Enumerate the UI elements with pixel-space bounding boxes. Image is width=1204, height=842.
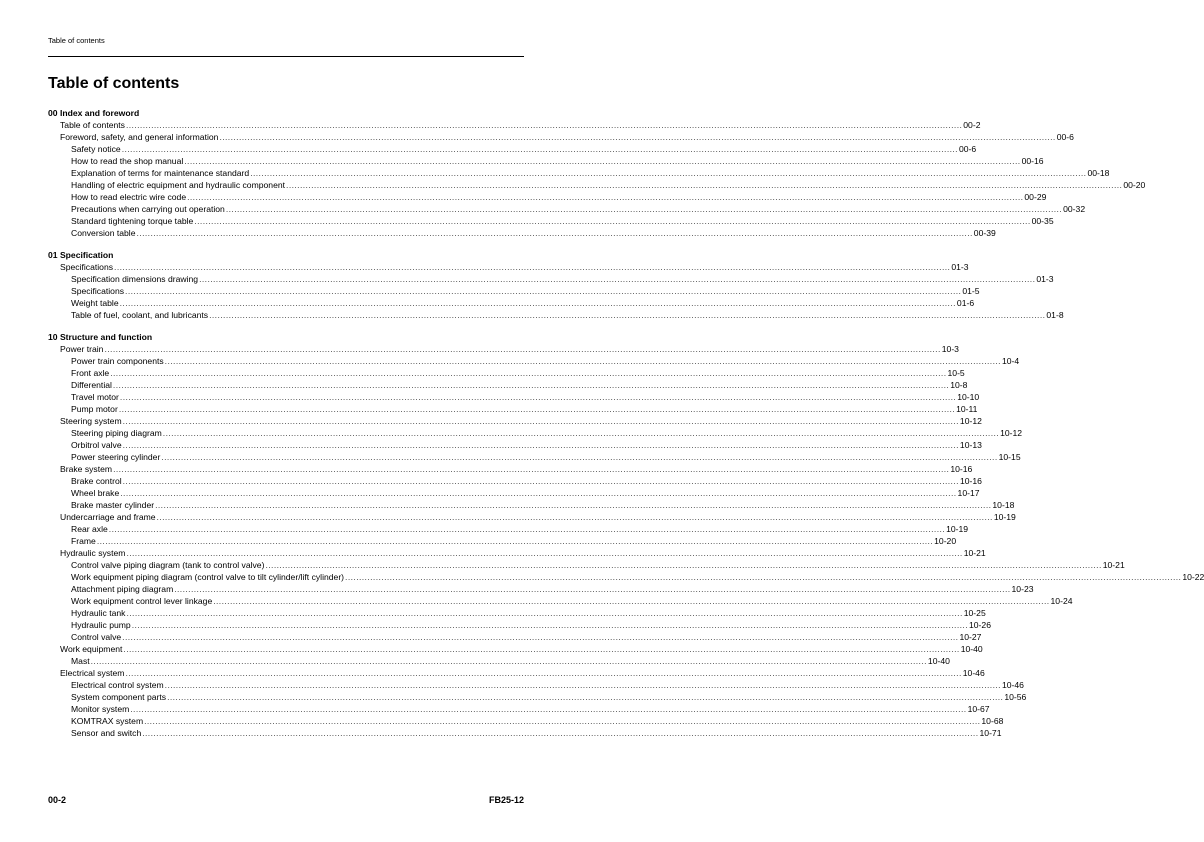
toc-entry[interactable] [48,691,1027,703]
toc-entry[interactable] [48,155,1044,167]
toc-entry[interactable] [48,475,982,487]
toc-entry-label: Precautions when carrying out operation [71,204,225,214]
toc-entry[interactable] [48,179,1146,191]
toc-entry-label: Foreword, safety, and general information [60,132,219,142]
toc-entry-page: 00-6 [958,144,977,154]
toc-entry[interactable] [48,391,980,403]
dot-leader: ............................................................................................................................................................................................................................................................................................................ [110,368,947,378]
toc-entry-page: 10-16 [950,464,973,474]
toc-entry-label: Explanation of terms for maintenance standard [71,168,250,178]
dot-leader: ............................................................................................................................................................................................................................................................................................................ [131,620,968,630]
toc-entry[interactable] [48,559,1125,571]
toc-entry[interactable] [48,285,980,297]
toc-entry-page: 10-21 [1102,560,1125,570]
toc-entry-page: 10-40 [927,656,950,666]
toc-entry-page: 10-22 [1182,572,1204,582]
toc-entry[interactable] [48,367,965,379]
dot-leader: ............................................................................................................................................................................................................................................................................................................ [118,404,956,414]
toc-section [48,331,1204,739]
toc-entry-label: Attachment piping diagram [71,584,174,594]
toc-entry[interactable] [48,583,1034,595]
toc-entry-label: Wheel brake [71,488,120,498]
toc-entry-label: Hydraulic system [60,548,126,558]
toc-entry-page: 10-8 [950,380,968,390]
dot-leader: ............................................................................................................................................................................................................................................................................................................ [114,262,951,272]
toc-entry-page: 00-6 [1056,132,1074,142]
toc-entry-label: Handling of electric equipment and hydraulic component [71,180,286,190]
toc-entry-label: Work equipment control lever linkage [71,596,213,606]
toc-entry-page: 10-15 [998,452,1021,462]
toc-entry[interactable] [48,403,978,415]
dot-leader: ............................................................................................................................................................................................................................................................................................................ [122,416,959,426]
toc-entry-label: Specifications [71,286,125,296]
dot-leader: ............................................................................................................................................................................................................................................................................................................ [125,286,962,296]
toc-entry[interactable] [48,463,973,475]
toc-entry-page: 10-24 [1050,596,1073,606]
toc-entry-label: Differential [71,380,112,390]
toc-entry-page: 10-18 [992,500,1015,510]
toc-entry-label: How to read the shop manual [71,156,184,166]
dot-leader: ............................................................................................................................................................................................................................................................................................................ [265,560,1102,570]
toc-entry-page: 10-27 [959,632,982,642]
dot-leader: ............................................................................................................................................................................................................................................................................................................ [250,168,1087,178]
toc-section [48,107,1146,239]
toc-entry-label: Brake system [60,464,113,474]
toc-entry[interactable] [48,703,990,715]
toc-entry-label: Standard tightening torque table [71,216,194,226]
toc-entry-page: 01-5 [962,286,980,296]
toc-entry-label: Safety notice [71,144,121,154]
dot-leader: ............................................................................................................................................................................................................................................................................................................ [121,144,958,154]
toc-entry-label: Orbitrol valve [71,440,122,450]
toc-entry[interactable] [48,379,968,391]
toc-entry-label: System component parts [71,692,167,702]
toc-entry-page: 10-3 [941,344,959,354]
toc-entry[interactable] [48,203,1086,215]
toc-section-title: 10 Structure and function [48,332,153,342]
toc-entry-label: Undercarriage and frame [60,512,156,522]
toc-entry[interactable] [48,679,1024,691]
toc-entry[interactable] [48,547,986,559]
toc-entry-label: Table of fuel, coolant, and lubricants [71,310,209,320]
toc-entry-page: 10-56 [1004,692,1027,702]
toc-entry-label: Work equipment piping diagram (control valve to tilt cylinder/lift cylinder) [71,572,345,582]
dot-leader: ............................................................................................................................................................................................................................................................................................................ [126,608,963,618]
table-of-contents [48,107,1204,749]
dot-leader: ............................................................................................................................................................................................................................................................................................................ [130,704,967,714]
toc-entry[interactable] [48,451,1021,463]
page-title: Table of contents [48,75,180,92]
toc-entry[interactable] [48,227,996,239]
toc-entry-page: 00-32 [1063,204,1086,214]
toc-entry-page: 10-4 [1001,356,1020,366]
toc-entry[interactable] [48,727,1002,739]
dot-leader: ............................................................................................................................................................................................................................................................................................................ [113,464,950,474]
dot-leader: ............................................................................................................................................................................................................................................................................................................ [156,512,993,522]
toc-entry[interactable] [48,297,975,309]
toc-entry-page: 00-18 [1087,168,1110,178]
toc-entry[interactable] [48,715,1004,727]
toc-entry[interactable] [48,571,1204,583]
toc-entry-label: Table of contents [60,120,125,130]
dot-leader: ............................................................................................................................................................................................................................................................................................................ [120,488,957,498]
toc-entry[interactable] [48,499,1015,511]
toc-entry-label: Rear axle [71,524,108,534]
toc-entry-page: 10-19 [993,512,1016,522]
toc-entry-label: Pump motor [71,404,118,414]
toc-entry-label: Brake control [71,476,122,486]
toc-entry-label: Electrical system [60,668,125,678]
toc-entry-page: 10-19 [946,524,969,534]
toc-entry-page: 10-12 [959,416,982,426]
toc-entry-label: Steering system [60,416,122,426]
running-header: Table of contents [48,36,105,45]
dot-leader: ............................................................................................................................................................................................................................................................................................................ [225,204,1063,214]
dot-leader: ............................................................................................................................................................................................................................................................................................................ [108,524,946,534]
toc-entry[interactable] [48,619,991,631]
dot-leader: ............................................................................................................................................................................................................................................................................................................ [112,380,950,390]
toc-entry-page: 00-16 [1021,156,1044,166]
dot-leader: ............................................................................................................................................................................................................................................................................................................ [125,120,963,130]
toc-entry-page: 01-3 [1036,274,1054,284]
dot-leader: ............................................................................................................................................................................................................................................................................................................ [199,274,1036,284]
toc-entry-page: 00-29 [1024,192,1047,202]
dot-leader: ............................................................................................................................................................................................................................................................................................................ [104,344,941,354]
dot-leader: ............................................................................................................................................................................................................................................................................................................ [164,680,1001,690]
header-rule [48,56,524,57]
dot-leader: ............................................................................................................................................................................................................................................................................................................ [164,356,1001,366]
toc-entry-label: Brake master cylinder [71,500,155,510]
toc-entry[interactable] [48,643,983,655]
toc-entry[interactable] [48,131,1074,143]
toc-entry-page: 10-46 [1001,680,1024,690]
toc-entry-label: Monitor system [71,704,130,714]
toc-entry-page: 10-25 [963,608,986,618]
toc-entry[interactable] [48,309,1064,321]
toc-entry-page: 10-12 [1000,428,1023,438]
toc-entry-page: 10-17 [957,488,980,498]
dot-leader: ............................................................................................................................................................................................................................................................................................................ [161,452,998,462]
dot-leader: ............................................................................................................................................................................................................................................................................................................ [167,692,1004,702]
dot-leader: ............................................................................................................................................................................................................................................................................................................ [174,584,1011,594]
dot-leader: ............................................................................................................................................................................................................................................................................................................ [119,298,956,308]
toc-entry[interactable] [48,427,1023,439]
toc-entry[interactable] [48,167,1110,179]
toc-entry[interactable] [48,355,1020,367]
dot-leader: ............................................................................................................................................................................................................................................................................................................ [213,596,1050,606]
dot-leader: ............................................................................................................................................................................................................................................................................................................ [194,216,1031,226]
toc-entry-label: Front axle [71,368,110,378]
dot-leader: ............................................................................................................................................................................................................................................................................................................ [162,428,1000,438]
toc-entry-page: 10-11 [956,404,978,414]
dot-leader: ............................................................................................................................................................................................................................................................................................................ [286,180,1123,190]
dot-leader: ............................................................................................................................................................................................................................................................................................................ [136,228,973,238]
toc-entry[interactable] [48,273,1054,285]
dot-leader: ............................................................................................................................................................................................................................................................................................................ [126,548,963,558]
toc-entry-label: Specifications [60,262,114,272]
toc-entry-page: 00-20 [1123,180,1146,190]
dot-leader: ............................................................................................................................................................................................................................................................................................................ [90,656,927,666]
toc-entry-page: 10-13 [959,440,982,450]
toc-entry-page: 01-8 [1046,310,1064,320]
toc-entry-label: How to read electric wire code [71,192,187,202]
toc-entry[interactable] [48,343,959,355]
toc-entry-label: Control valve [71,632,122,642]
toc-entry-label: Work equipment [60,644,123,654]
dot-leader: ............................................................................................................................................................................................................................................................................................................ [144,716,981,726]
toc-entry-label: Specification dimensions drawing [71,274,199,284]
toc-entry-page: 10-16 [959,476,982,486]
dot-leader: ............................................................................................................................................................................................................................................................................................................ [142,728,979,738]
dot-leader: ............................................................................................................................................................................................................................................................................................................ [187,192,1024,202]
toc-entry-page: 10-23 [1011,584,1034,594]
dot-leader: ............................................................................................................................................................................................................................................................................................................ [155,500,992,510]
toc-entry-page: 01-6 [956,298,975,308]
toc-entry[interactable] [48,215,1054,227]
dot-leader: ............................................................................................................................................................................................................................................................................................................ [122,476,959,486]
toc-entry-label: Control valve piping diagram (tank to control valve) [71,560,265,570]
toc-entry[interactable] [48,511,1016,523]
dot-leader: ............................................................................................................................................................................................................................................................................................................ [219,132,1056,142]
toc-entry[interactable] [48,439,982,451]
toc-entry-label: Hydraulic tank [71,608,126,618]
toc-entry-label: Power train components [71,356,164,366]
toc-entry-page: 00-2 [963,120,981,130]
toc-entry-page: 00-39 [973,228,996,238]
toc-entry-page: 10-20 [934,536,957,546]
dot-leader: ............................................................................................................................................................................................................................................................................................................ [122,440,959,450]
dot-leader: ............................................................................................................................................................................................................................................................................................................ [345,572,1182,582]
toc-entry[interactable] [48,667,985,679]
toc-entry-label: Mast [71,656,90,666]
toc-entry[interactable] [48,261,969,273]
toc-entry-label: Travel motor [71,392,119,402]
toc-entry-label: Power train [60,344,104,354]
dot-leader: ............................................................................................................................................................................................................................................................................................................ [96,536,934,546]
toc-entry[interactable] [48,631,982,643]
dot-leader: ............................................................................................................................................................................................................................................................................................................ [184,156,1021,166]
toc-entry[interactable] [48,415,982,427]
toc-section [48,249,1064,321]
toc-entry[interactable] [48,535,957,547]
toc-entry-label: Sensor and switch [71,728,142,738]
footer-model: FB25-12 [488,795,524,805]
toc-entry[interactable] [48,191,1047,203]
toc-entry-page: 10-40 [960,644,983,654]
toc-entry-page: 10-21 [963,548,986,558]
toc-section-title: 00 Index and foreword [48,108,140,118]
toc-entry-page: 10-68 [981,716,1004,726]
toc-entry[interactable] [48,523,969,535]
toc-entry-label: Power steering cylinder [71,452,161,462]
toc-entry[interactable] [48,655,950,667]
dot-leader: ............................................................................................................................................................................................................................................................................................................ [123,644,960,654]
toc-entry[interactable] [48,119,981,131]
toc-entry-page: 00-35 [1031,216,1054,226]
toc-entry-page: 10-5 [947,368,965,378]
toc-entry[interactable] [48,487,980,499]
toc-entry-page: 10-71 [979,728,1002,738]
toc-entry-label: Hydraulic pump [71,620,131,630]
toc-entry-label: Steering piping diagram [71,428,162,438]
toc-entry[interactable] [48,607,986,619]
toc-entry-page: 10-67 [967,704,990,714]
toc-entry-page: 10-46 [962,668,985,678]
toc-entry[interactable] [48,143,977,155]
toc-entry-label: Frame [71,536,96,546]
toc-entry-page: 10-10 [957,392,980,402]
toc-entry-label: Weight table [71,298,119,308]
toc-section-title: 01 Specification [48,250,114,260]
toc-entry-label: KOMTRAX system [71,716,144,726]
toc-entry-page: 10-26 [969,620,991,630]
footer-page-number: 00-2 [48,795,67,805]
dot-leader: ............................................................................................................................................................................................................................................................................................................ [119,392,957,402]
toc-entry-label: Electrical control system [71,680,164,690]
dot-leader: ............................................................................................................................................................................................................................................................................................................ [125,668,962,678]
toc-entry[interactable] [48,595,1073,607]
toc-entry-page: 01-3 [951,262,969,272]
dot-leader: ............................................................................................................................................................................................................................................................................................................ [209,310,1046,320]
toc-entry-label: Conversion table [71,228,136,238]
dot-leader: ............................................................................................................................................................................................................................................................................................................ [122,632,959,642]
